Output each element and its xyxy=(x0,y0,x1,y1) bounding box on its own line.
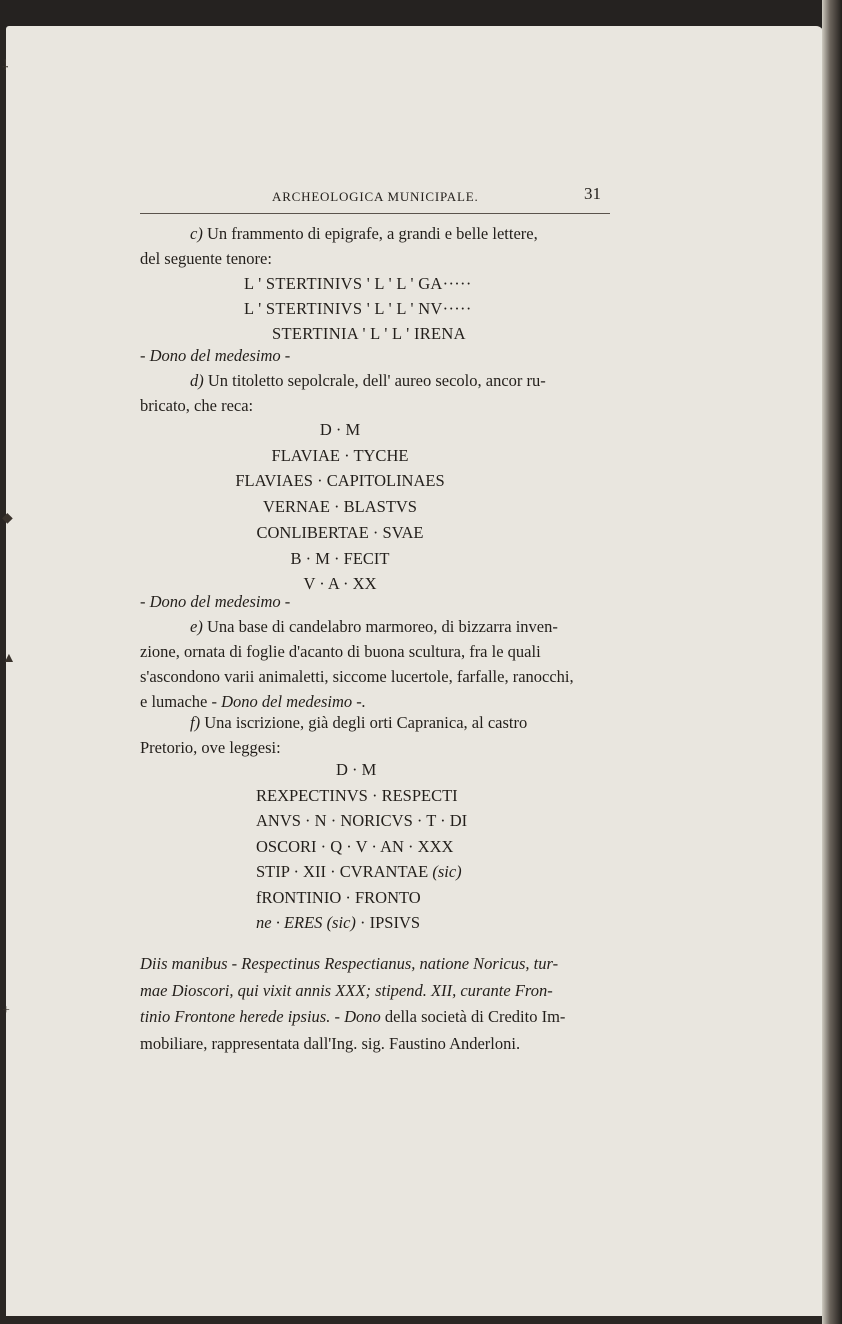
inscription-c xyxy=(244,271,472,346)
header-rule xyxy=(140,213,610,214)
inscription-d xyxy=(200,417,480,597)
translation-paragraph xyxy=(140,951,612,1057)
text-line: Un titoletto sepolcrale, dell' aureo secolo, ancor ru- xyxy=(207,371,546,390)
text-line: zione, ornata di foglie d'acanto di buona scultura, fra le quali xyxy=(140,642,541,661)
donor-note: - Dono del medesimo - xyxy=(140,592,291,611)
inscription-line: fRONTINIO · FRONTO xyxy=(256,887,421,907)
margin-mark: + xyxy=(2,1003,10,1018)
inscription-line: STERTINIA ' L ' L ' IRENA xyxy=(272,324,466,343)
text-line: del seguente tenore: xyxy=(140,249,272,268)
inscription-line: REXPECTINVS · RESPECTI xyxy=(256,785,458,805)
inscription-line: B · M · FECIT xyxy=(290,548,390,568)
inscription-line: L ' STERTINIVS ' L ' L ' GA····· xyxy=(244,274,472,293)
item-label: d) xyxy=(190,371,204,390)
inscription-line: D · M xyxy=(336,760,377,779)
text-line: mobiliare, rappresentata dall'Ing. sig. Faustino Anderloni. xyxy=(140,1033,521,1053)
text-line: Un frammento di epigrafe, a grandi e belle lettere, xyxy=(206,224,538,243)
inscription-line: ne · ERES xyxy=(256,913,323,932)
item-label: e) xyxy=(190,617,203,636)
inscription-line: ANVS · N · NORICVS · T · DI xyxy=(256,811,468,830)
text-line: Una base di candelabro marmoreo, di bizzarra inven- xyxy=(206,617,558,636)
inscription-line: VERNAE · BLASTVS xyxy=(262,497,417,517)
paragraph-c xyxy=(140,221,612,271)
donor-note: - Dono del medesimo - xyxy=(140,346,291,365)
inscription-line: V · A · XX xyxy=(303,574,377,594)
paragraph-e xyxy=(140,614,612,714)
page-header xyxy=(0,184,842,208)
donor-note: Dono del medesimo -. xyxy=(221,692,366,711)
text-line: Pretorio, ove leggesi: xyxy=(140,738,281,757)
margin-mark: ▲ xyxy=(2,651,16,666)
margin-mark: ◆ xyxy=(2,511,13,526)
paragraph-f xyxy=(140,710,612,760)
item-label: c) xyxy=(190,224,203,243)
inscription-line: FLAVIAES · CAPITOLINAES xyxy=(235,471,445,491)
inscription-line: STIP · XII · CVRANTAE xyxy=(256,862,429,881)
sic-note: (sic) xyxy=(432,862,462,881)
inscription-line: D · M xyxy=(319,420,361,439)
paragraph-d xyxy=(140,368,612,418)
text-line: bricato, che reca: xyxy=(140,396,254,415)
text-line: Una iscrizione, già degli orti Capranica, al castro xyxy=(204,713,528,732)
inscription-line: FLAVIAE · TYCHE xyxy=(271,445,409,465)
inscription-line: CONLIBERTAE · SVAE xyxy=(256,522,424,542)
text-line: della società di Credito Im- xyxy=(380,1007,566,1026)
text-line: tinio Frontone herede ipsius. - Dono xyxy=(140,1007,381,1026)
text-line: e lumache - xyxy=(140,692,222,711)
item-label: f) xyxy=(190,713,201,732)
margin-mark: ⸸ xyxy=(2,59,9,74)
inscription-f xyxy=(256,757,467,936)
inscription-line: · IPSIVS xyxy=(360,913,421,932)
inscription-line: OSCORI · Q · V · AN · XXX xyxy=(256,836,454,856)
text-line: mae Dioscori, qui vixit annis XXX; stipend. XII, curante Fron- xyxy=(140,980,553,1000)
text-line: Diis manibus - Respectinus Respectianus, natione Noricus, tur- xyxy=(140,954,559,973)
sic-note: (sic) xyxy=(326,913,356,932)
inscription-line: L ' STERTINIVS ' L ' L ' NV····· xyxy=(244,299,472,318)
running-head: ARCHEOLOGICA MUNICIPALE. xyxy=(272,189,479,204)
text-line: s'ascondono varii animaletti, siccome lucertole, farfalle, ranocchi, xyxy=(140,667,574,686)
page-number: 31 xyxy=(584,184,601,203)
